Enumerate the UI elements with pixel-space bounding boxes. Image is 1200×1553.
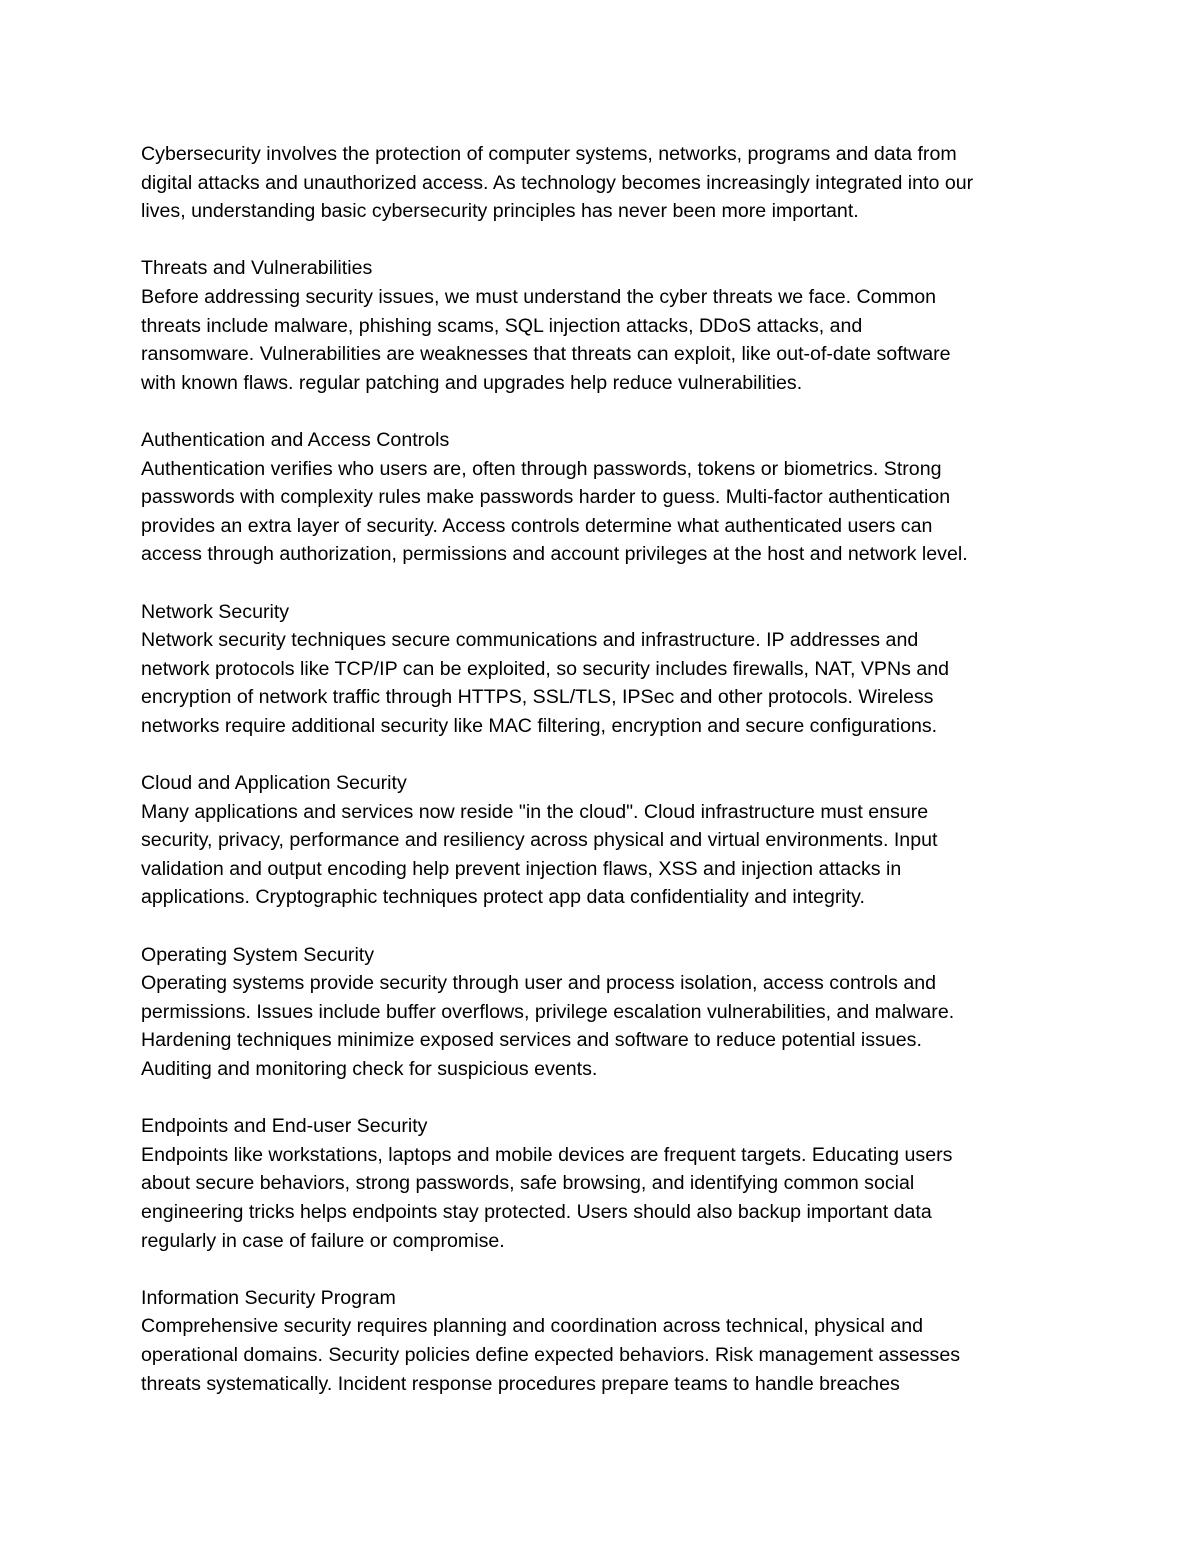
section-heading: Authentication and Access Controls bbox=[141, 428, 450, 451]
section-operating-system-security bbox=[141, 941, 1076, 1084]
section-heading: Information Security Program bbox=[141, 1286, 396, 1309]
section-paragraph: Authentication verifies who users are, often through passwords, tokens or biometrics. Strong passwords with complexity rules make passwords harder to guess. Multi-factor authentication provides an extra layer of security. Access controls determine what authenticated users can access through authorization, permissions and account privileges at the host and network level. bbox=[141, 457, 968, 566]
section-heading: Threats and Vulnerabilities bbox=[141, 257, 373, 280]
section-heading: Operating System Security bbox=[141, 943, 375, 966]
section-cloud-and-application-security bbox=[141, 769, 1076, 912]
section-endpoints-and-end-user-security bbox=[141, 1112, 1076, 1255]
section-paragraph: Comprehensive security requires planning and coordination across technical, physical and operational domains. Security policies define expected behaviors. Risk management assesses threats systematically. Incident response procedures prepare teams to handle breaches bbox=[141, 1315, 961, 1395]
section-paragraph: Before addressing security issues, we must understand the cyber threats we face. Common threats include malware, phishing scams, SQL injection attacks, DDoS attacks, and ransomware. Vulnerabilities are weaknesses that threats can exploit, like out-of-date software with known flaws. regular patching and upgrades help reduce vulnerabilities. bbox=[141, 285, 951, 394]
section-heading: Cloud and Application Security bbox=[141, 772, 407, 795]
document-content bbox=[141, 140, 1076, 1427]
section-paragraph: Many applications and services now reside "in the cloud". Cloud infrastructure must ensure security, privacy, performance and resiliency across physical and virtual environments. Input validation and output encoding help prevent injection flaws, XSS and injection attacks in applications. Cryptographic techniques protect app data confidentiality and integrity. bbox=[141, 800, 938, 909]
section-heading: Endpoints and End-user Security bbox=[141, 1115, 428, 1138]
section-paragraph: Endpoints like workstations, laptops and mobile devices are frequent targets. Educating users about secure behaviors, strong passwords, safe browsing, and identifying common social engineering tricks helps endpoints stay protected. Users should also backup important data regularly in case of failure or compromise. bbox=[141, 1143, 953, 1252]
section-network-security bbox=[141, 598, 1076, 741]
section-paragraph: Operating systems provide security through user and process isolation, access controls and permissions. Issues include buffer overflows, privilege escalation vulnerabilities, and malware. Hardening techniques minimize exposed services and software to reduce potential issues. Auditing and monitoring check for suspicious events. bbox=[141, 972, 955, 1080]
intro-paragraph: Cybersecurity involves the protection of computer systems, networks, programs and data from digital attacks and unauthorized access. As technology becomes increasingly integrated into our lives, understanding basic cybersecurity principles has never been more important. bbox=[141, 143, 974, 223]
section-authentication-and-access-controls bbox=[141, 426, 1076, 569]
section-threats-and-vulnerabilities bbox=[141, 254, 1076, 397]
section-heading: Network Security bbox=[141, 600, 290, 623]
section-information-security-program bbox=[141, 1284, 1076, 1398]
section-paragraph: Network security techniques secure communications and infrastructure. IP addresses and network protocols like TCP/IP can be exploited, so security includes firewalls, NAT, VPNs and encryption of network traffic through HTTPS, SSL/TLS, IPSec and other protocols. Wireless networks require additional security like MAC filtering, encryption and secure configurations. bbox=[141, 629, 950, 737]
